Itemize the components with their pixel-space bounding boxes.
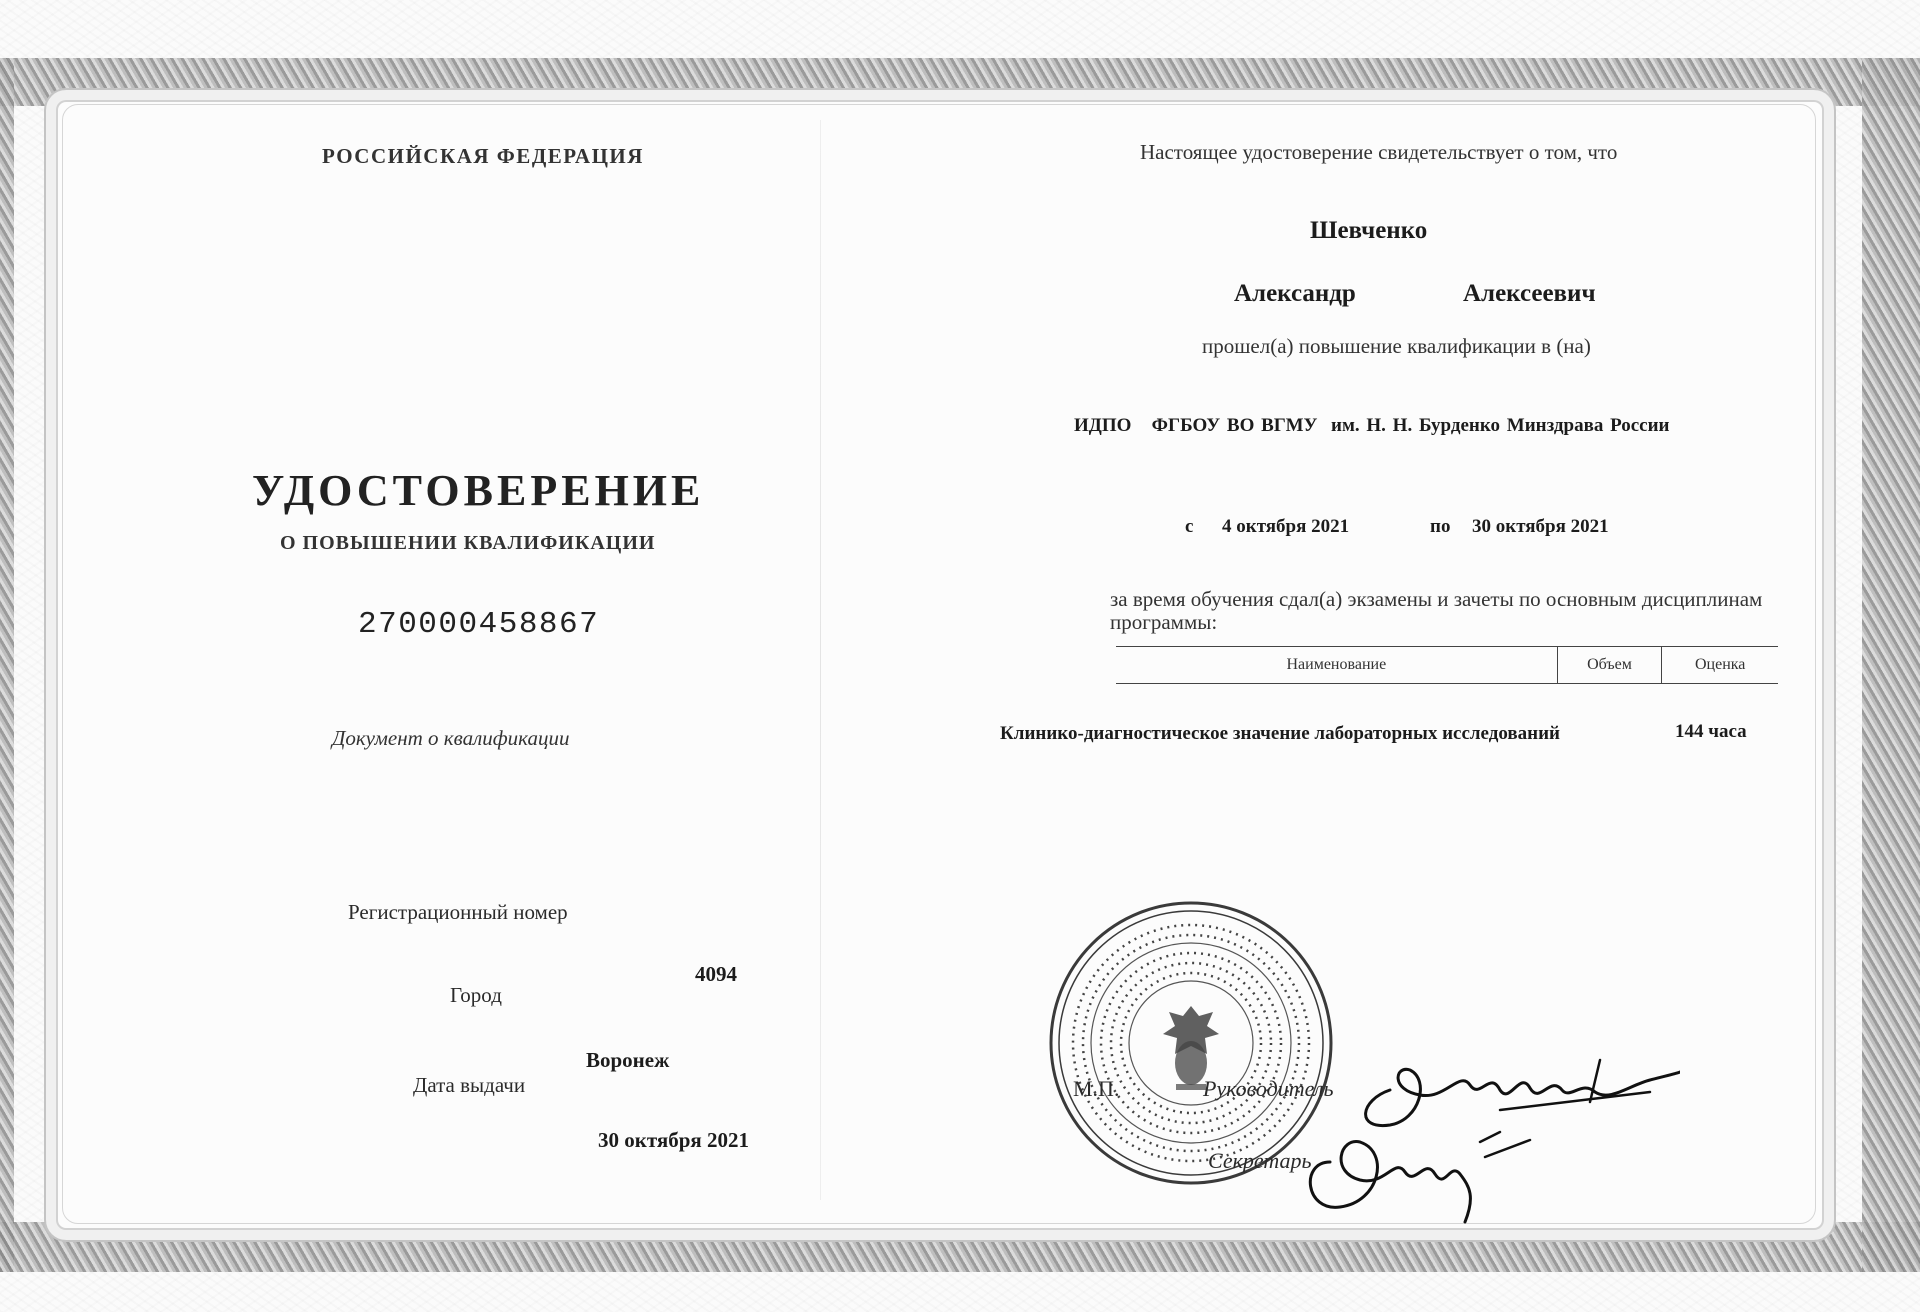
official-seal xyxy=(1046,898,1336,1188)
exams-text: за время обучения сдал(а) экзамены и зачеты по основным дисциплинам программы: xyxy=(1110,587,1763,635)
registration-number-label: Регистрационный номер xyxy=(348,900,568,924)
country-heading: РОССИЙСКАЯ ФЕДЕРАЦИЯ xyxy=(322,144,644,168)
holder-first-name: Александр xyxy=(1234,280,1356,307)
document-number: 270000458867 xyxy=(358,607,600,642)
disciplines-table-header xyxy=(1116,646,1778,684)
document-title: УДОСТОВЕРЕНИЕ xyxy=(252,466,705,515)
issue-date-label: Дата выдачи xyxy=(413,1073,526,1097)
document-subtitle: О ПОВЫШЕНИИ КВАЛИФИКАЦИИ xyxy=(280,532,656,554)
period-to-date: 30 октября 2021 xyxy=(1472,516,1609,537)
qualification-document-label: Документ о квалификации xyxy=(332,726,570,750)
holder-surname: Шевченко xyxy=(1310,217,1428,244)
course-name: Клинико-диагностическое значение лабораторных исследований xyxy=(1000,723,1560,744)
period-from-label: с xyxy=(1185,516,1194,537)
issue-date-value: 30 октября 2021 xyxy=(598,1128,750,1152)
stamp-place-label: М.П. xyxy=(1073,1076,1120,1101)
secretary-signature xyxy=(1300,1102,1580,1232)
course-hours: 144 часа xyxy=(1675,721,1747,742)
period-to-label: по xyxy=(1430,516,1451,537)
intro-text: Настоящее удостоверение свидетельствует о том, что xyxy=(1140,140,1618,164)
holder-patronymic: Алексеевич xyxy=(1463,280,1596,307)
registration-number-value: 4094 xyxy=(695,962,737,986)
passed-text: прошел(а) повышение квалификации в (на) xyxy=(1202,334,1591,358)
table-header-volume: Объем xyxy=(1558,647,1663,683)
guilloche-border-left xyxy=(0,58,14,1272)
table-header-grade: Оценка xyxy=(1694,656,1746,673)
table-header-name: Наименование xyxy=(1116,647,1558,683)
city-label: Город xyxy=(450,983,502,1007)
institution-name: ИДПО ФГБОУ ВО ВГМУ им. Н. Н. Бурденко Минздрава России xyxy=(1074,415,1670,436)
city-value: Воронеж xyxy=(586,1048,670,1072)
secretary-signature-label: Секретарь xyxy=(1208,1148,1312,1173)
guilloche-border-right xyxy=(1862,58,1920,1272)
head-signature-label: Руководитель xyxy=(1203,1076,1334,1101)
period-from-date: 4 октября 2021 xyxy=(1222,516,1350,537)
page-fold xyxy=(820,120,821,1200)
